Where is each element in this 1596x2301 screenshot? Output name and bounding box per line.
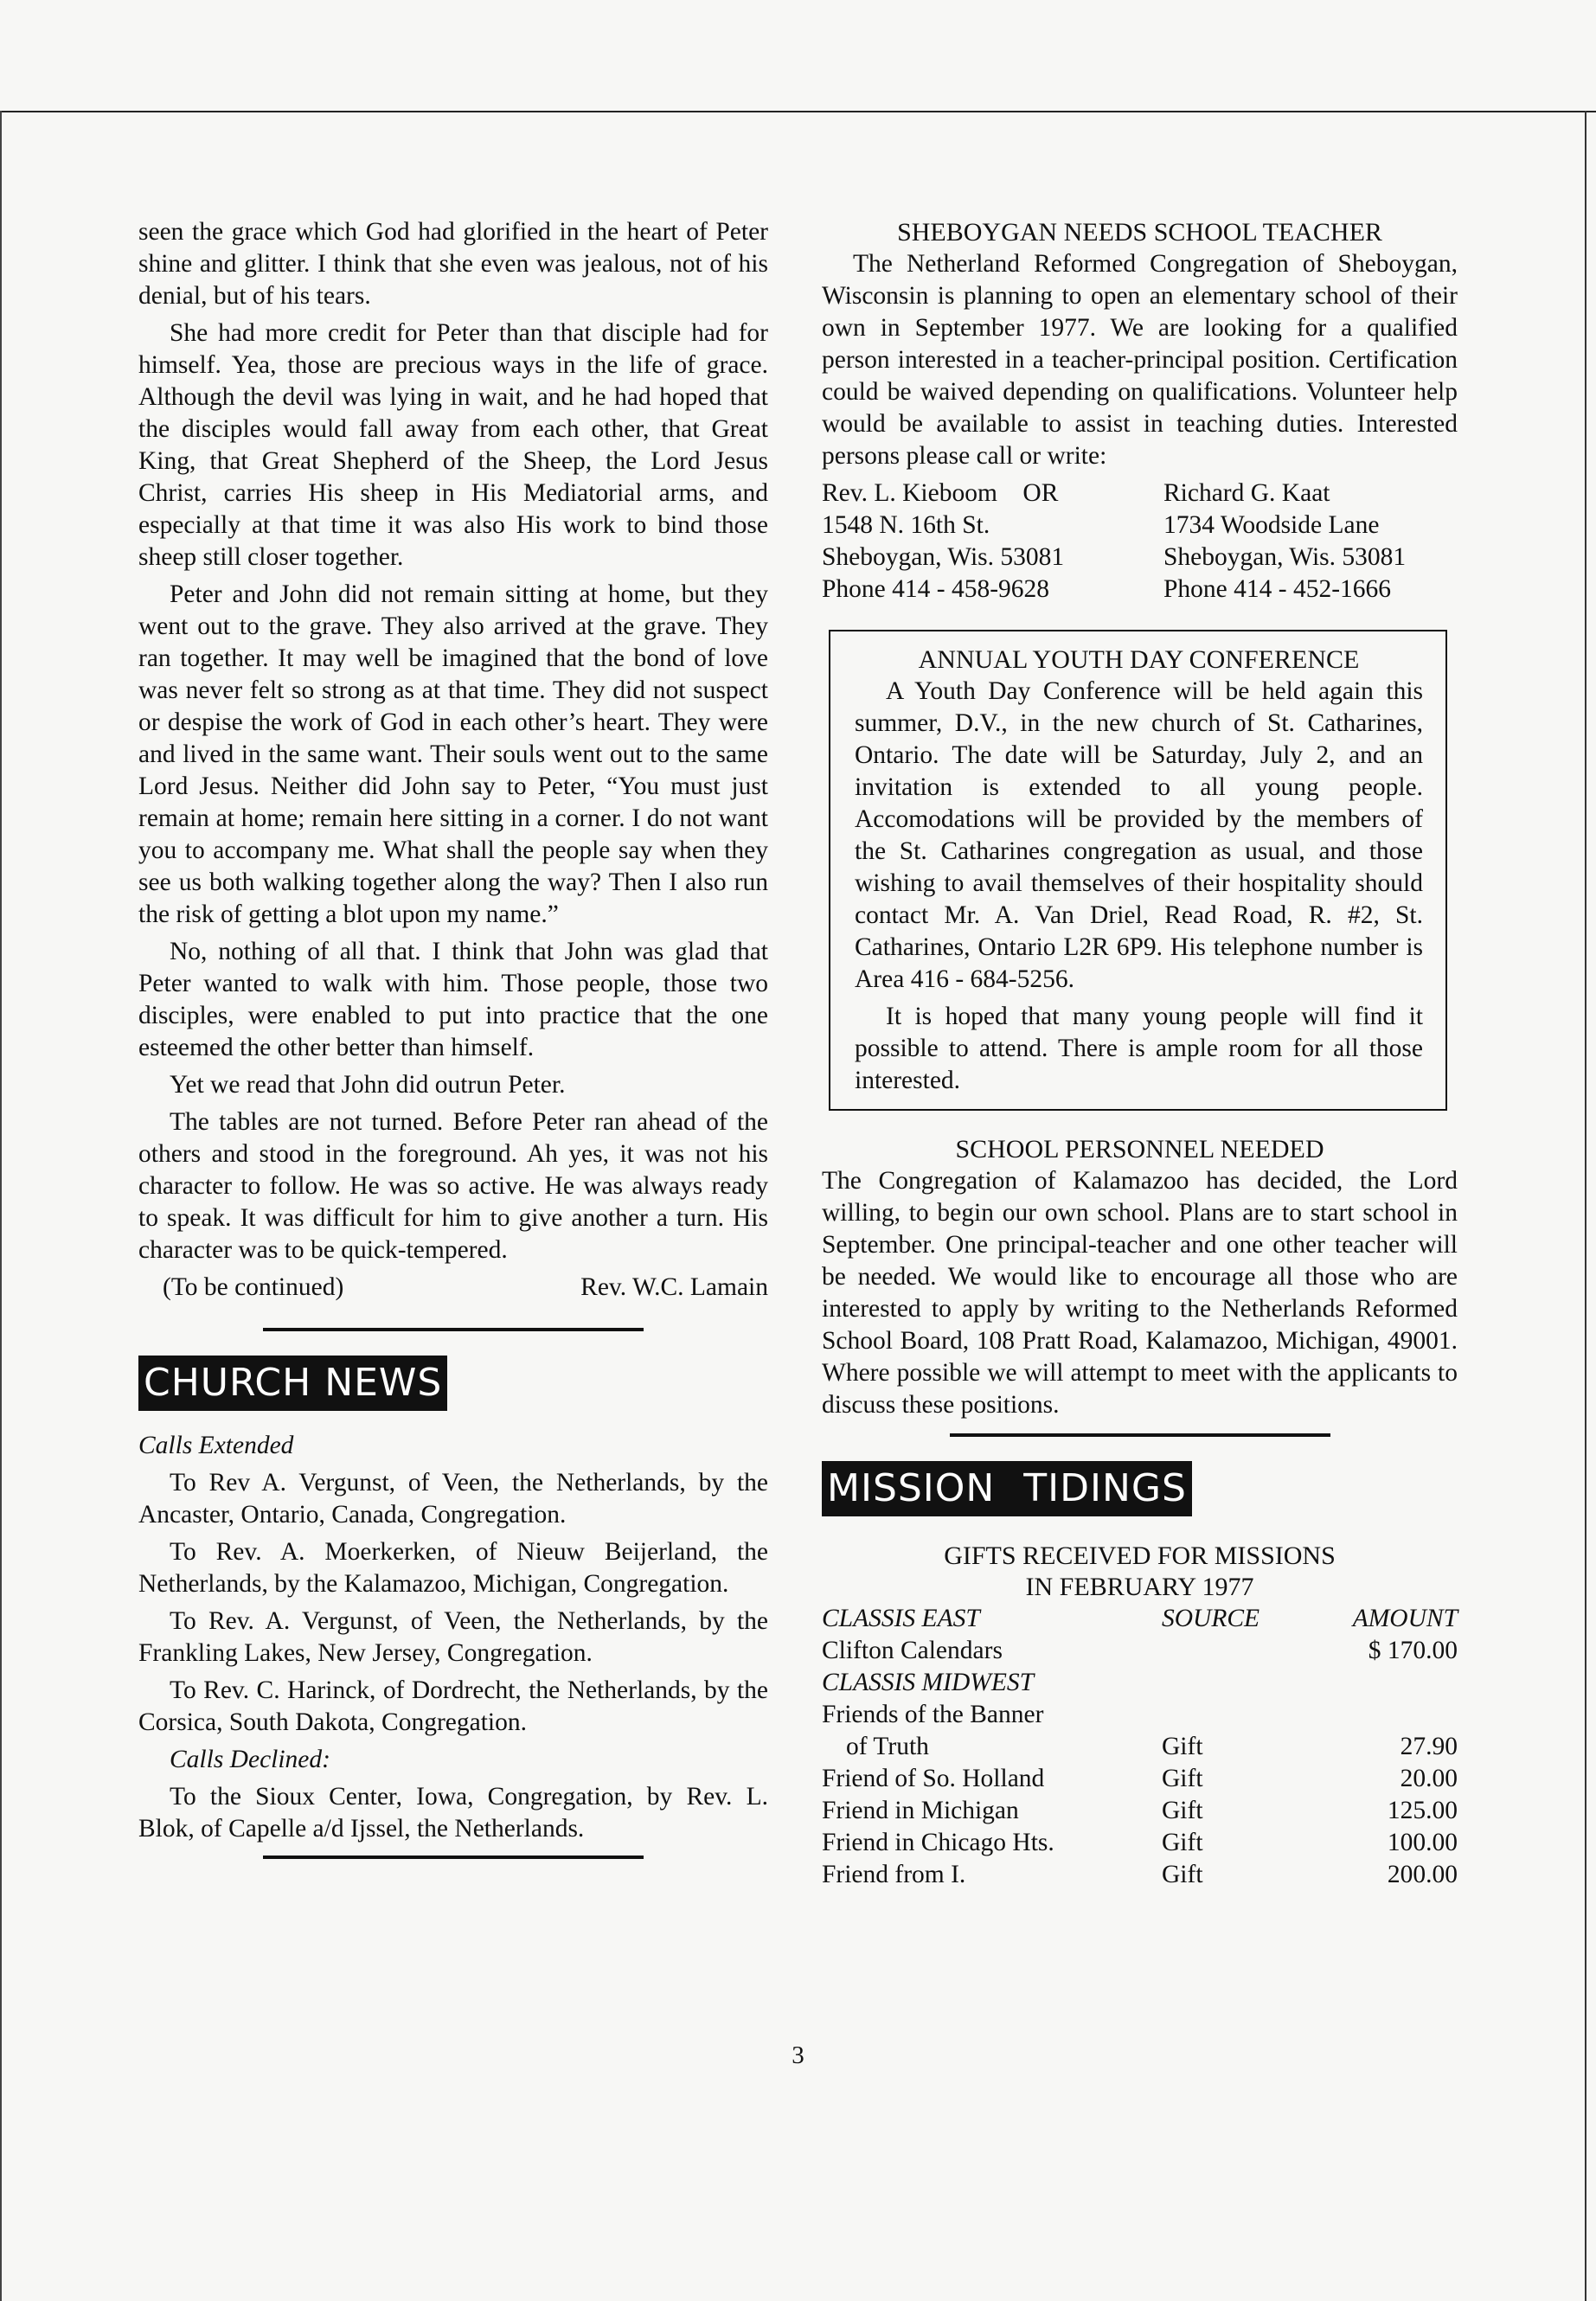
gift-source: Gift [1162, 1861, 1203, 1888]
gift-source [1162, 1635, 1326, 1667]
divider [263, 1328, 644, 1331]
divider [263, 1856, 644, 1859]
article-paragraph: No, nothing of all that. I think that John was glad that Peter wanted to walk with him. Those people, those two disciples, were enabled to put into practice that the one esteemed the other better than himself. [138, 938, 768, 1061]
page-number: 3 [792, 2041, 804, 2069]
contact-right-line: Richard G. Kaat [1163, 479, 1330, 507]
page-border-left [0, 111, 2, 2301]
page-border-right [1585, 111, 1586, 2301]
gift-name: Clifton Calendars [822, 1637, 1003, 1664]
to-be-continued: (To be continued) [163, 1273, 344, 1301]
table-row [822, 1763, 1458, 1795]
table-row [822, 1731, 1458, 1763]
calls-extended-heading: Calls Extended [138, 1432, 294, 1459]
gift-source [1162, 1699, 1326, 1731]
article-paragraph: The tables are not turned. Before Peter ran ahead of the others and stood in the foreground. Ah yes, it was not his character to follow. He was so active. He was always ready to speak. It was difficult for him to give another a turn. His character was to be quick-tempered. [138, 1108, 768, 1264]
mission-section [822, 1454, 1458, 1891]
table-header-row [822, 1603, 1458, 1635]
gift-source: Gift [1162, 1733, 1203, 1760]
contact-right-line: 1734 Woodside Lane [1163, 511, 1380, 539]
youth-day-box [829, 630, 1447, 1111]
sheboygan-notice [822, 216, 1458, 606]
gift-source: Gift [1162, 1797, 1203, 1824]
article-paragraph: Yet we read that John did outrun Peter. [170, 1071, 566, 1099]
school-personnel-notice [822, 1133, 1458, 1421]
sheboygan-title: SHEBOYGAN NEEDS SCHOOL TEACHER [897, 218, 1382, 247]
gift-amount: $ 170.00 [1368, 1637, 1458, 1664]
contact-left-line: Rev. L. Kieboom OR [822, 479, 1059, 507]
contact-left-line: 1548 N. 16th St. [822, 511, 990, 539]
gift-name: Friend in Chicago Hts. [822, 1829, 1054, 1856]
church-news-banner: CHURCH NEWS [138, 1356, 447, 1411]
calls-declined-heading: Calls Declined: [170, 1746, 330, 1773]
call-declined-item: To the Sioux Center, Iowa, Congregation, by Rev. L. Blok, of Capelle a/d Ijssel, the Netherlands. [138, 1783, 768, 1843]
article-author: Rev. W.C. Lamain [580, 1273, 768, 1301]
table-row [822, 1859, 1458, 1891]
gifts-table [822, 1603, 1458, 1891]
mission-tidings-banner: MISSION TIDINGS [822, 1461, 1192, 1516]
gift-amount: 100.00 [1387, 1829, 1458, 1856]
gift-amount: 20.00 [1400, 1765, 1458, 1792]
table-row [822, 1699, 1458, 1731]
call-extended-item: To Rev. C. Harinck, of Dordrecht, the Netherlands, by the Corsica, South Dakota, Congregation. [138, 1676, 768, 1736]
gifts-heading-line2: IN FEBRUARY 1977 [1025, 1573, 1254, 1601]
article-signature [138, 1272, 768, 1304]
gift-source: Gift [1162, 1829, 1203, 1856]
table-row [822, 1795, 1458, 1827]
call-extended-item: To Rev. A. Vergunst, of Veen, the Netherlands, by the Frankling Lakes, New Jersey, Congregation. [138, 1607, 768, 1667]
school-personnel-body: The Congregation of Kalamazoo has decided, the Lord willing, to begin our own school. Plans are to start school in September. One principal-teacher and one other teacher will be needed. We would like to encourage all those who are interested to apply by writing to the Netherlands Reformed School Board, 108 Pratt Road, Kalamazoo, Michigan, 49001. Where possible we will attempt to meet with the applicants to discuss these positions. [822, 1167, 1458, 1419]
article-paragraph: She had more credit for Peter than that disciple had for himself. Yea, those are precious ways in the life of grace. Although the devil was lying in wait, and he had hoped that the disciples would fall away from each other, that Great King, that Great Shepherd of the Sheep, the Lord Jesus Christ, carries His sheep in His Mediatorial arms, and especially at that time it was also His work to bind those sheep still closer together. [138, 319, 768, 571]
church-news-section [138, 1349, 768, 1845]
gift-name: Friends of the Banner [822, 1701, 1044, 1728]
table-row [822, 1635, 1458, 1667]
classis-midwest-row [822, 1667, 1458, 1699]
contact-right-line: Sheboygan, Wis. 53081 [1163, 543, 1407, 571]
gifts-heading [822, 1541, 1458, 1603]
sheboygan-contacts [822, 478, 1458, 606]
gift-name: of Truth [846, 1733, 929, 1760]
right-column [822, 216, 1458, 1891]
school-personnel-title: SCHOOL PERSONNEL NEEDED [955, 1135, 1324, 1163]
article-paragraph: seen the grace which God had glorified in the heart of Peter shine and glitter. I think that she even was jealous, not of his denial, but of his tears. [138, 218, 768, 310]
sheboygan-body: The Netherland Reformed Congregation of Sheboygan, Wisconsin is planning to open an elementary school of their own in September 1977. We are looking for a qualified person interested in a teacher-principal position. Certification could be waived depending on qualifications. Volunteer help would be available to assist in teaching duties. Interested persons please call or write: [822, 250, 1458, 470]
gift-name: Friend of So. Holland [822, 1765, 1045, 1792]
gift-source: Gift [1162, 1765, 1203, 1792]
classis-midwest-label: CLASSIS MIDWEST [822, 1669, 1035, 1696]
classis-east-header: CLASSIS EAST [822, 1605, 980, 1632]
source-header: SOURCE [1162, 1605, 1260, 1632]
contact-right-line: Phone 414 - 452-1666 [1163, 575, 1392, 603]
divider [950, 1433, 1330, 1437]
page-border-top [0, 111, 1596, 112]
youth-day-paragraph: A Youth Day Conference will be held again this summer, D.V., in the new church of St. Catharines, Ontario. The date will be Saturday, July 2, and an invitation is extended to all young people. Accomodations will be provided by the members of the St. Catharines congregation as usual, and those wishing to avail themselves of their hospitality should contact Mr. A. Van Driel, Read Road, R. #2, St. Catharines, Ontario L2R 6P9. His telephone number is Area 416 - 684-5256. [855, 677, 1423, 993]
call-extended-item: To Rev A. Vergunst, of Veen, the Netherlands, by the Ancaster, Ontario, Canada, Congregation. [138, 1469, 768, 1529]
gifts-heading-line1: GIFTS RECEIVED FOR MISSIONS [944, 1541, 1336, 1570]
gift-amount: 125.00 [1387, 1797, 1458, 1824]
article-paragraph: Peter and John did not remain sitting at home, but they went out to the grave. They also arrived at the grave. They ran together. It may well be imagined that the bond of love was never felt so strong as at that time. They did not suspect or despise the work of God in each other’s heart. They were and lived in the same want. Their souls went out to the same Lord Jesus. Neither did John say to Peter, “You must just remain at home; remain here sitting in a corner. I do not want you to accompany me. What shall the people say when they see us both walking together along the way? Then I also run the risk of getting a blot upon my name.” [138, 580, 768, 928]
gift-amount: 200.00 [1387, 1861, 1458, 1888]
contact-left-line: Sheboygan, Wis. 53081 [822, 543, 1065, 571]
left-column [138, 216, 768, 1876]
gift-amount [1326, 1699, 1458, 1731]
article-body [138, 216, 768, 1266]
contact-left-line: Phone 414 - 458-9628 [822, 575, 1050, 603]
youth-day-title: ANNUAL YOUTH DAY CONFERENCE [918, 645, 1360, 674]
gift-amount: 27.90 [1400, 1733, 1458, 1760]
gift-name: Friend in Michigan [822, 1797, 1019, 1824]
call-extended-item: To Rev. A. Moerkerken, of Nieuw Beijerland, the Netherlands, by the Kalamazoo, Michigan, Congregation. [138, 1538, 768, 1598]
gift-name: Friend from I. [822, 1861, 966, 1888]
table-row [822, 1827, 1458, 1859]
amount-header: AMOUNT [1352, 1605, 1458, 1632]
youth-day-paragraph: It is hoped that many young people will find it possible to attend. There is ample room for all those interested. [855, 1003, 1423, 1094]
